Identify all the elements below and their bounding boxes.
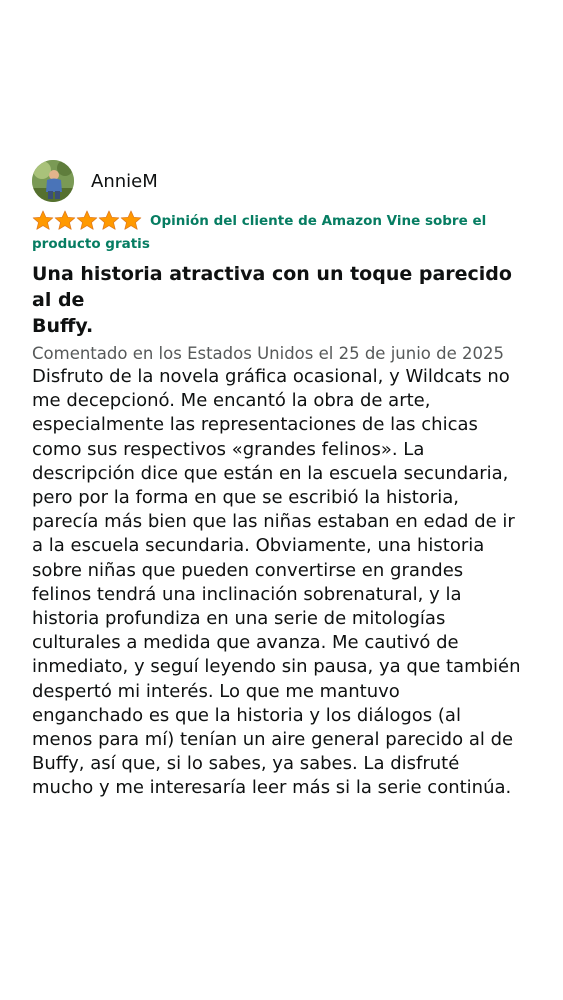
review-body-line: Buffy, así que, si lo sabes, ya sabes. La disfruté: [32, 753, 460, 775]
star-rating[interactable]: [32, 210, 142, 231]
vine-badge-line-2: producto gratis: [32, 236, 150, 252]
vine-badge: [150, 207, 486, 235]
review-body-line: inmediato, y seguí leyendo sin pausa, ya que también: [32, 656, 521, 678]
review-body-line: descripción dice que están en la escuela secundaria,: [32, 462, 509, 484]
review-body-line: despertó mi interés. Lo que me mantuvo: [32, 680, 400, 702]
rating-row: [32, 209, 532, 235]
review-body-line: culturales a medida que avanza. Me cautivó de: [32, 632, 459, 654]
review-body-line: sobre niñas que pueden convertirse en grandes: [32, 559, 464, 581]
reviewer-profile[interactable]: [32, 158, 532, 204]
review-body-line: como sus respectivos «grandes felinos». La: [32, 438, 425, 460]
star-icon: [98, 210, 120, 231]
star-icon: [54, 210, 76, 231]
review-body-line: pero por la forma en que se escribió la historia,: [32, 487, 459, 509]
star-icon: [76, 210, 98, 231]
review-title-line-2: Buffy.: [32, 315, 94, 337]
review-body-line: felinos tendrá una inclinación sobrenatural, y la: [32, 583, 462, 605]
review-body-line: Disfruto de la novela gráfica ocasional, y Wildcats no: [32, 366, 510, 387]
review-title-line-1: Una historia atractiva con un toque parecido al de: [32, 263, 512, 311]
vine-badge-line-1: Opinión del cliente de Amazon Vine sobre el: [150, 213, 487, 229]
reviewer-name[interactable]: AnnieM: [91, 170, 158, 192]
review-body-line: menos para mí) tenían un aire general parecido al de: [32, 729, 514, 751]
star-icon: [32, 210, 54, 231]
review-title[interactable]: [32, 261, 532, 339]
review-body-line: enganchado es que la historia y los diálogos (al: [32, 704, 461, 726]
review-body: [32, 365, 532, 801]
review-date: Comentado en los Estados Unidos el 25 de junio de 2025: [32, 344, 504, 363]
review-body-line: historia profundiza en una serie de mitologías: [32, 608, 446, 630]
review-body-line: especialmente las representaciones de las chicas: [32, 414, 478, 436]
review-card: [32, 158, 532, 801]
star-icon: [120, 210, 142, 231]
review-body-line: parecía más bien que las niñas estaban en edad de ir: [32, 511, 515, 533]
review-body-line: mucho y me interesaría leer más si la serie continúa.: [32, 777, 512, 799]
vine-badge-continued: [32, 233, 532, 255]
review-body-line: me decepcionó. Me encantó la obra de arte,: [32, 390, 431, 412]
review-body-line: a la escuela secundaria. Obviamente, una historia: [32, 535, 485, 557]
avatar[interactable]: [32, 160, 74, 202]
